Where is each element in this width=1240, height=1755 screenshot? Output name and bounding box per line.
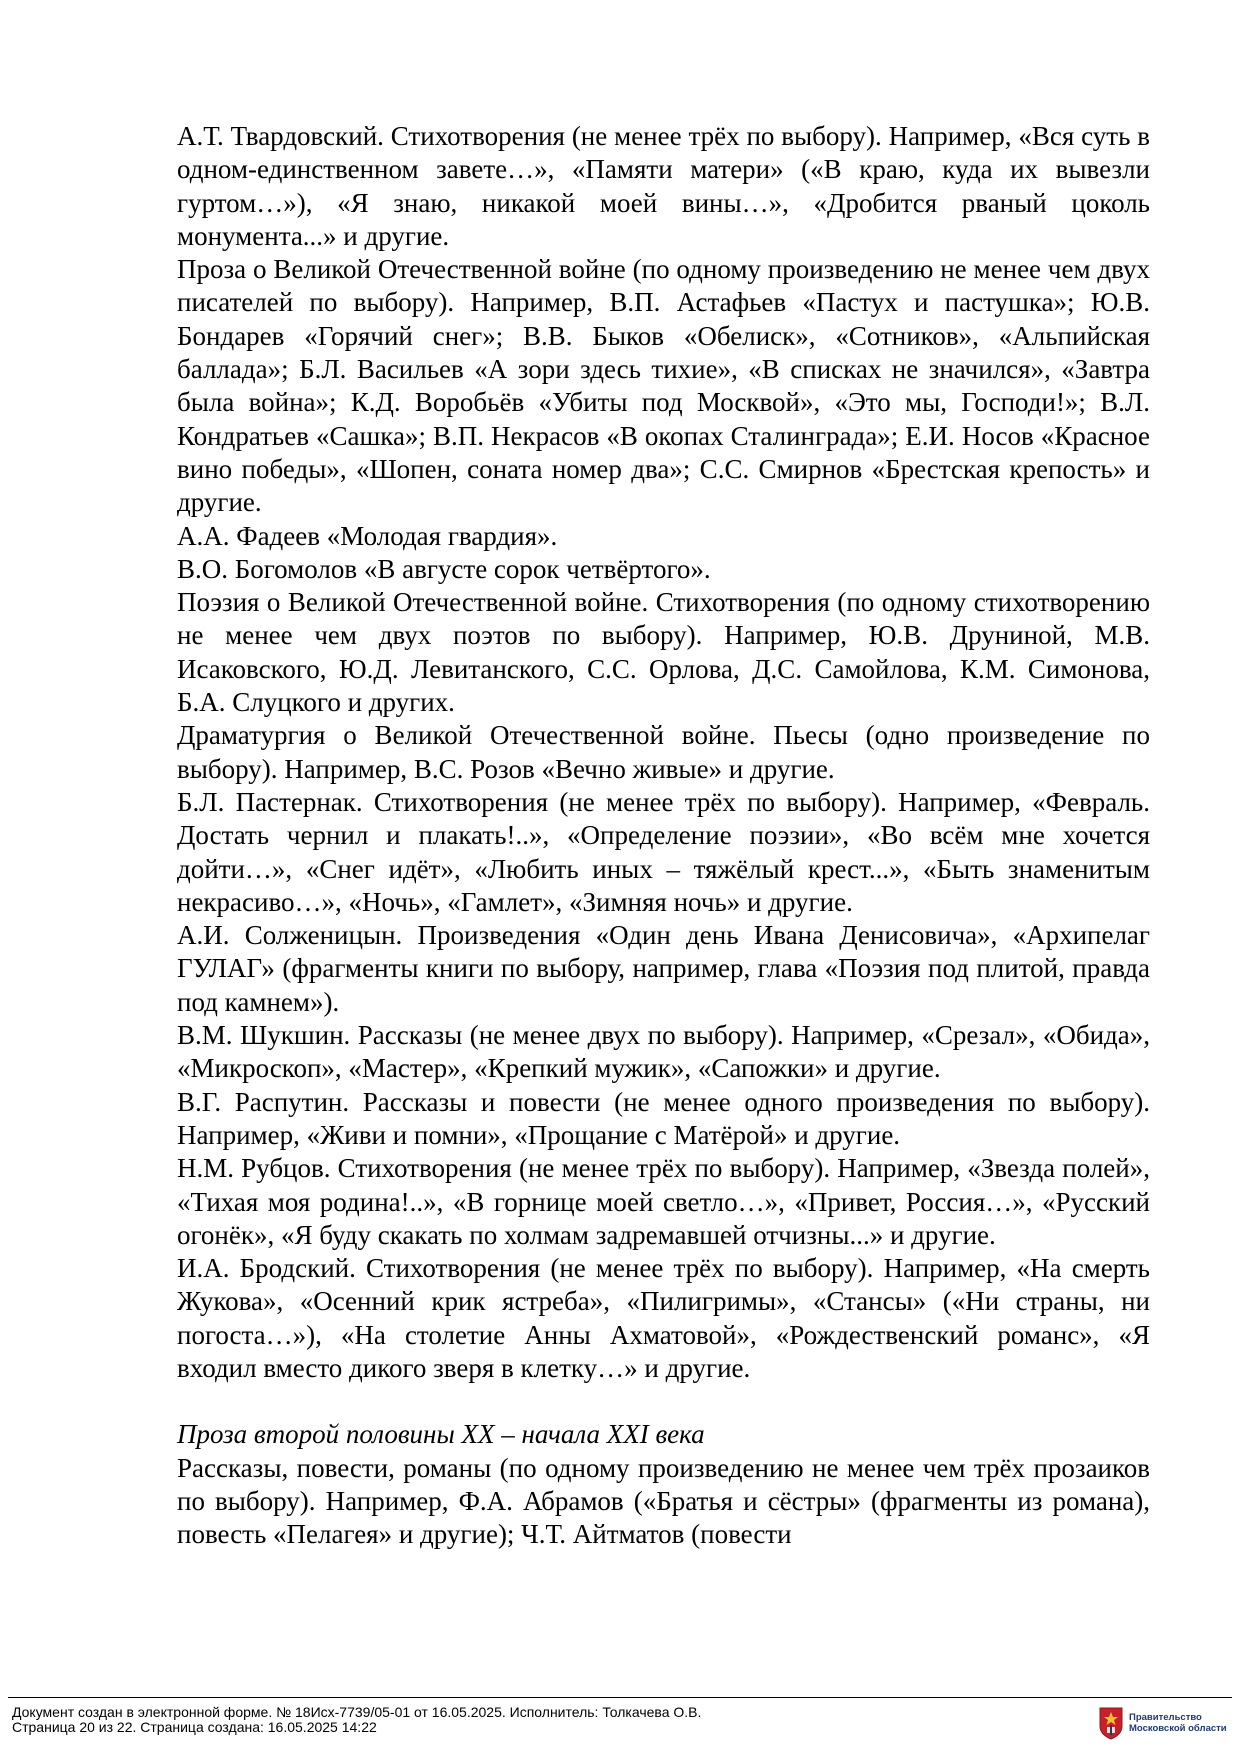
document-footer bbox=[12, 1705, 1092, 1734]
section-heading: Проза второй половины XX – начала XXI века bbox=[177, 1419, 705, 1450]
paragraph-rubtsov: Н.М. Рубцов. Стихотворения (не менее трёх по выбору). Например, «Звезда полей», «Тихая моя родина!..», «В горнице моей светло…», «Привет, Россия…», «Русский огонёк», «Я буду скакать по холмам задремавшей отчизны...» и другие. bbox=[177, 1153, 1150, 1250]
paragraph-solzhenitsyn: А.И. Солженицын. Произведения «Один день Ивана Денисовича», «Архипелаг ГУЛАГ» (фрагменты книги по выбору, например, глава «Поэзия под плитой, правда под камнем»). bbox=[177, 920, 1150, 1017]
paragraph-war-prose: Проза о Великой Отечественной войне (по одному произведению не менее чем двух писателей по выбору). Например, В.П. Астафьев «Пастух и пастушка»; Ю.В. Бондарев «Горячий снег»; В.В. Быков «Обелиск», «Сотников», «Альпийская баллада»; Б.Л. Васильев «А зори здесь тихие», «В списках не значился», «Завтра была война»; К.Д. Воробьёв «Убиты под Москвой», «Это мы, Господи!»; В.Л. Кондратьев «Сашка»; В.П. Некрасов «В окопах Сталинграда»; Е.И. Носов «Красное вино победы», «Шопен, соната номер два»; С.С. Смирнов «Брестская крепость» и другие. bbox=[177, 254, 1150, 518]
paragraph-war-drama: Драматургия о Великой Отечественной войне. Пьесы (одно произведение по выбору). Например, В.С. Розов «Вечно живые» и другие. bbox=[177, 720, 1150, 784]
footer-document-info: Документ создан в электронной форме. № 18Исх-7739/05-01 от 16.05.2025. Исполнитель: Толкачева О.В. bbox=[12, 1704, 702, 1720]
footer-page-info: Страница 20 из 22. Страница создана: 16.05.2025 14:22 bbox=[12, 1718, 377, 1735]
logo-text-line-2: Московской области bbox=[1129, 1723, 1227, 1734]
paragraph-rasputin: В.Г. Распутин. Рассказы и повести (не менее одного произведения по выбору). Например, «Живи и помни», «Прощание с Матёрой» и другие. bbox=[177, 1086, 1150, 1150]
footer-divider bbox=[8, 1697, 1232, 1698]
paragraph-brodsky: И.А. Бродский. Стихотворения (не менее трёх по выбору). Например, «На смерть Жукова», «Осенний крик ястреба», «Пилигримы», «Стансы» («Ни страны, ни погоста…»), «На столетие Анны Ахматовой», «Рождественский романс», «Я входил вместо дикого зверя в клетку…» и другие. bbox=[177, 1253, 1150, 1383]
paragraph-late-prose: Рассказы, повести, романы (по одному произведению не менее чем трёх прозаиков по выбору). Например, Ф.А. Абрамов («Братья и сёстры» (фрагменты из романа), повесть «Пелагея» и другие); Ч.Т. Айтматов (повести bbox=[177, 1452, 1150, 1550]
government-logo bbox=[1098, 1701, 1234, 1745]
page-body bbox=[177, 120, 1150, 1551]
paragraph-bogomolov: В.О. Богомолов «В августе сорок четвёртого». bbox=[177, 553, 711, 584]
moscow-region-emblem-icon bbox=[1098, 1706, 1124, 1740]
logo-text-line-1: Правительство bbox=[1129, 1712, 1202, 1723]
paragraph-war-poetry: Поэзия о Великой Отечественной войне. Стихотворения (по одному стихотворению не менее чем двух поэтов по выбору). Например, Ю.В. Друниной, М.В. Исаковского, Ю.Д. Левитанского, С.С. Орлова, Д.С. Самойлова, К.М. Симонова, Б.А. Слуцкого и других. bbox=[177, 587, 1150, 718]
paragraph-tvardovsky: А.Т. Твардовский. Стихотворения (не менее трёх по выбору). Например, «Вся суть в одном-единственном завете…», «Памяти матери» («В краю, куда их вывезли гуртом…»), «Я знаю, никакой моей вины…», «Дробится рваный цоколь монумента...» и другие. bbox=[177, 121, 1150, 251]
paragraph-pasternak: Б.Л. Пастернак. Стихотворения (не менее трёх по выбору). Например, «Февраль. Достать чернил и плакать!..», «Определение поэзии», «Во всём мне хочется дойти…», «Снег идёт», «Любить иных – тяжёлый крест...», «Быть знаменитым некрасиво…», «Ночь», «Гамлет», «Зимняя ночь» и другие. bbox=[177, 786, 1150, 917]
paragraph-shukshin: В.М. Шукшин. Рассказы (не менее двух по выбору). Например, «Срезал», «Обида», «Микроскоп», «Мастер», «Крепкий мужик», «Сапожки» и другие. bbox=[177, 1020, 1150, 1084]
paragraph-fadeev: А.А. Фадеев «Молодая гвардия». bbox=[177, 520, 558, 551]
